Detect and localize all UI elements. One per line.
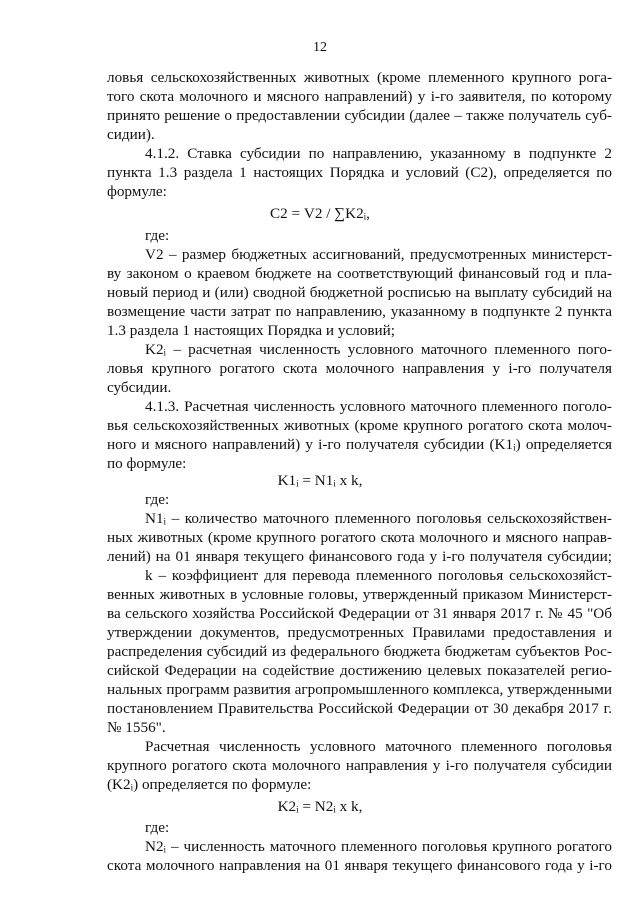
text-line: сидии). — [107, 126, 155, 143]
text-line: того скота молочного и мясного направлений) у i-го заявителя, по которому — [107, 88, 612, 105]
text-line: постановлением Правительства Российской Федерации от 30 декабря 2017 г. — [107, 700, 612, 717]
text-line: где: — [145, 491, 170, 508]
text-line: (K2ᵢ) определяется по формуле: — [107, 776, 312, 793]
text-line: N2ᵢ – численность маточного племенного поголовья крупного рогатого — [145, 838, 612, 855]
text-line: 4.1.3. Расчетная численность условного маточного племенного поголо- — [145, 398, 612, 415]
text-line: Расчетная численность условного маточного племенного поголовья — [145, 738, 612, 755]
page-number: 12 — [313, 40, 327, 55]
text-line: лений) на 01 января текущего финансового года у i-го получателя субсидии; — [107, 548, 612, 565]
text-line: ловья сельскохозяйственных животных (кроме племенного крупного рога- — [107, 69, 612, 86]
text-line: по формуле: — [107, 455, 187, 472]
text-line: пункта 1.3 раздела 1 настоящих Порядка и условий (С2), определяется по — [107, 164, 612, 181]
text-line: сийской Федерации на содействие достижению целевых показателей регио- — [107, 662, 612, 679]
text-line: V2 – размер бюджетных ассигнований, предусмотренных министерст- — [145, 246, 612, 263]
text-line: ных животных (кроме крупного рогатого скота молочного и мясного направ- — [107, 529, 612, 546]
text-line: № 1556". — [107, 719, 166, 736]
text-line: k – коэффициент для перевода племенного поголовья сельскохозяйст- — [145, 567, 612, 584]
formula: K1ᵢ = N1ᵢ x k, — [277, 472, 363, 489]
text-line: 1.3 раздела 1 настоящих Порядка и условий; — [107, 322, 395, 339]
text-line: нальных программ развития агропромышленного комплекса, утвержденными — [107, 681, 612, 698]
text-line: формуле: — [107, 183, 167, 200]
text-line: ловья крупного рогатого скота молочного направления у i-го получателя — [107, 360, 612, 377]
text-line: где: — [145, 227, 170, 244]
text-line: ву законом о краевом бюджете на соответствующий финансовый год и пла- — [107, 265, 612, 282]
text-line: вья сельскохозяйственных животных (кроме крупного рогатого скота молоч- — [107, 417, 612, 434]
text-line: крупного рогатого скота молочного направления у i-го получателя субсидии — [107, 757, 612, 774]
text-line: венных животных в условные головы, утвержденный приказом Министерст- — [107, 586, 612, 603]
text-line: N1ᵢ – количество маточного племенного поголовья сельскохозяйствен- — [145, 510, 612, 527]
text-line: возмещение части затрат по направлению, указанному в подпункте 2 пункта — [107, 303, 612, 320]
formula: С2 = V2 / ∑K2ᵢ, — [270, 205, 370, 222]
text-line: где: — [145, 819, 170, 836]
text-line: 4.1.2. Ставка субсидии по направлению, указанному в подпункте 2 — [145, 145, 612, 162]
text-line: ва сельского хозяйства Российской Федерации от 31 января 2017 г. № 45 "Об — [107, 605, 612, 622]
text-line: утверждении документов, предусмотренных Правилами предоставления и — [107, 624, 612, 641]
text-line: принято решение о предоставлении субсидии (далее – также получатель суб- — [107, 107, 612, 124]
text-line: распределения субсидий из федерального бюджета бюджетам субъектов Рос- — [107, 643, 612, 660]
text-line: ного и мясного направлений) у i-го получателя субсидии (K1ᵢ) определяется — [107, 436, 612, 453]
text-line: субсидии. — [107, 379, 172, 396]
text-line: новый период и (или) сводной бюджетной росписью на выплату субсидий на — [107, 284, 612, 301]
text-line: K2ᵢ – расчетная численность условного маточного племенного пого- — [145, 341, 612, 358]
formula: K2ᵢ = N2ᵢ x k, — [277, 798, 363, 815]
text-line: скота молочного направления на 01 января текущего финансового года у i-го — [107, 857, 612, 874]
